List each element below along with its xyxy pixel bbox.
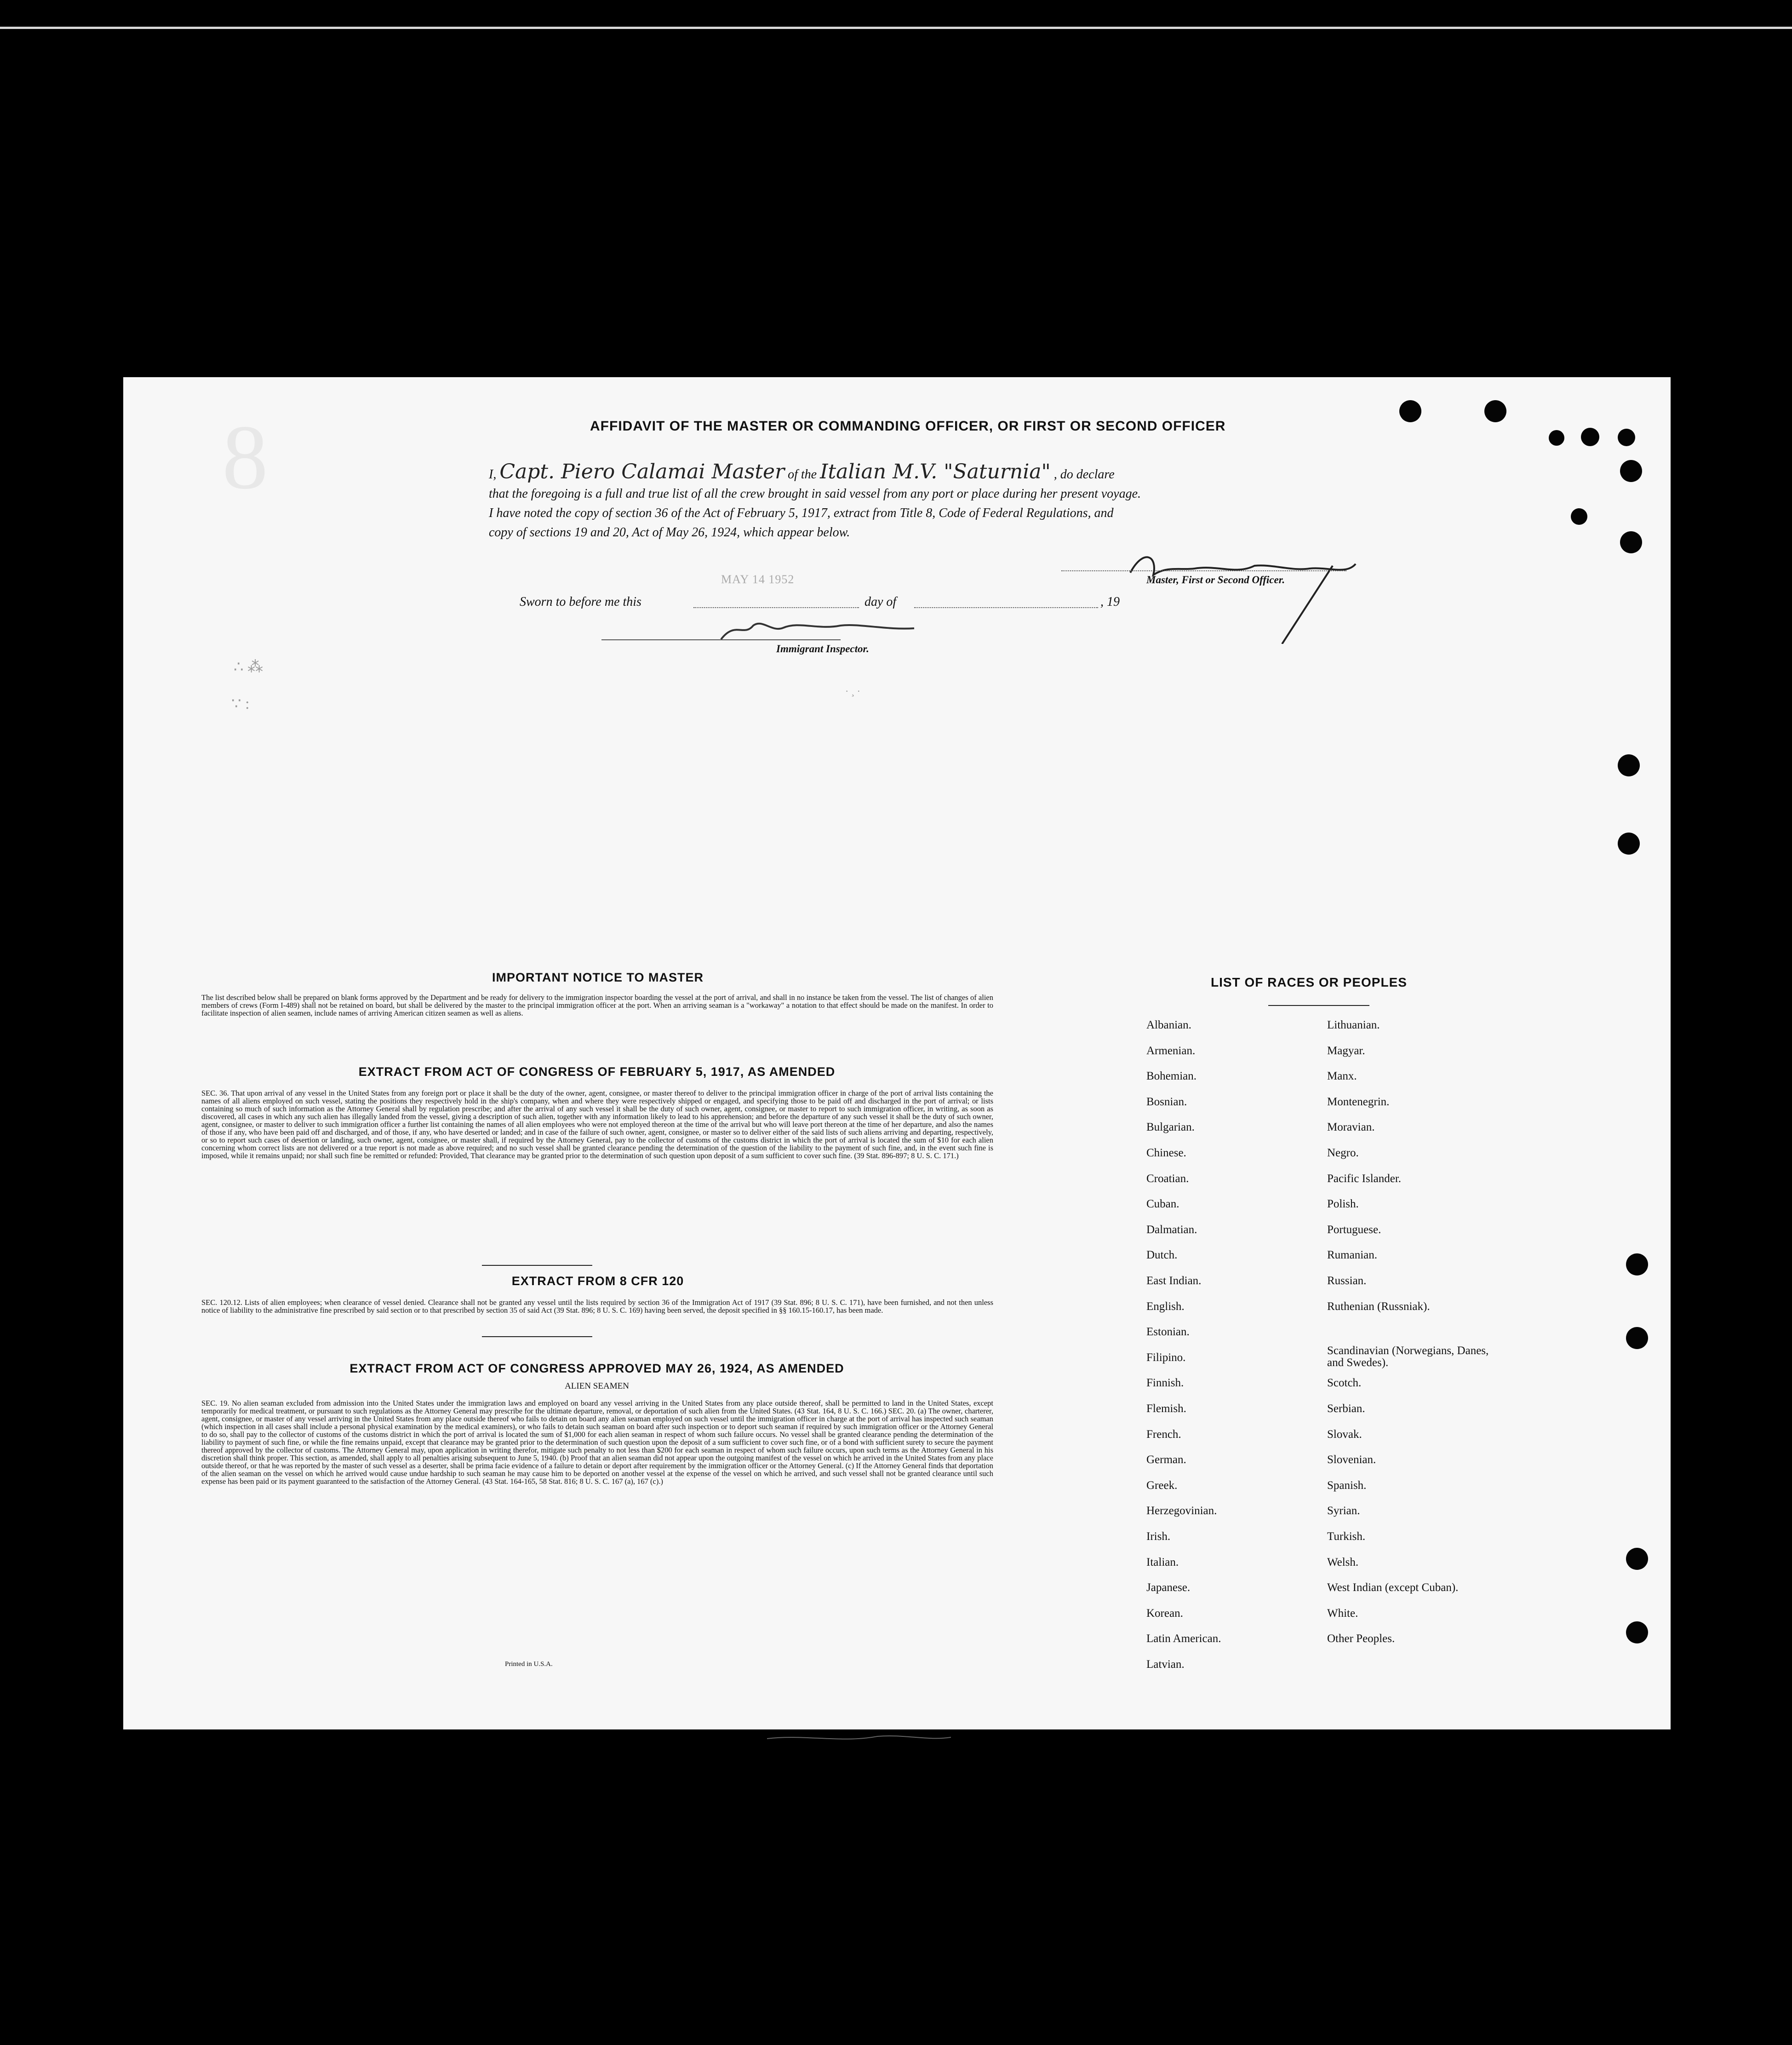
- race-item: Armenian.: [1146, 1044, 1196, 1057]
- sworn-year: , 19: [1100, 595, 1120, 609]
- punch-hole: [1581, 428, 1599, 446]
- punch-hole: [1618, 754, 1640, 776]
- race-item: Magyar.: [1327, 1044, 1365, 1057]
- race-item: Slovak.: [1327, 1428, 1362, 1441]
- section-divider: [482, 1336, 592, 1337]
- punch-hole: [1626, 1253, 1648, 1275]
- extract-cfr-heading: EXTRACT FROM 8 CFR 120: [511, 1274, 684, 1288]
- punch-hole: [1620, 460, 1642, 482]
- race-item: Rumanian.: [1327, 1249, 1378, 1262]
- punch-hole: [1626, 1621, 1648, 1643]
- race-item: Other Peoples.: [1327, 1632, 1395, 1645]
- race-item: Filipino.: [1146, 1351, 1186, 1364]
- race-item: Welsh.: [1327, 1556, 1359, 1568]
- ink-smudge: · ¸ ·: [845, 685, 860, 697]
- declaration-line-4: copy of sections 19 and 20, Act of May 26, 1924, which appear below.: [489, 525, 850, 540]
- race-item: French.: [1146, 1428, 1181, 1441]
- race-item: Latvian.: [1146, 1658, 1185, 1671]
- race-item: Albanian.: [1146, 1019, 1191, 1031]
- notice-heading: IMPORTANT NOTICE TO MASTER: [492, 971, 704, 984]
- scanner-edge-line: [0, 27, 1792, 29]
- extract-1924-heading: EXTRACT FROM ACT OF CONGRESS APPROVED MAY 26, 1924, AS AMENDED: [349, 1361, 844, 1375]
- race-item: Manx.: [1327, 1070, 1357, 1083]
- race-item: Moravian.: [1327, 1121, 1375, 1134]
- race-item: Bohemian.: [1146, 1070, 1197, 1083]
- race-item: Dutch.: [1146, 1249, 1178, 1262]
- race-item: Russian.: [1327, 1275, 1367, 1287]
- punch-hole: [1484, 400, 1506, 422]
- declaration-line-1: [489, 462, 1464, 484]
- race-item: Irish.: [1146, 1530, 1171, 1543]
- faded-stamp-mark: 8: [222, 407, 268, 508]
- race-item: Serbian.: [1327, 1402, 1365, 1415]
- race-item: Pacific Islander.: [1327, 1172, 1402, 1185]
- race-item: Chinese.: [1146, 1147, 1186, 1159]
- race-item: Flemish.: [1146, 1402, 1186, 1415]
- race-item: Dalmatian.: [1146, 1223, 1197, 1236]
- race-item: English.: [1146, 1300, 1185, 1313]
- master-name-handwritten: Capt. Piero Calamai Master: [499, 460, 785, 483]
- master-signature: [1116, 538, 1438, 644]
- sworn-day-of: day of: [865, 595, 897, 609]
- inspector-caption: Immigrant Inspector.: [776, 643, 869, 655]
- race-item: Scotch.: [1327, 1377, 1362, 1390]
- race-item: Korean.: [1146, 1607, 1183, 1620]
- section-divider: [482, 1265, 592, 1266]
- races-heading: LIST OF RACES OR PEOPLES: [1211, 975, 1407, 989]
- race-item: Slovenian.: [1327, 1453, 1376, 1466]
- alien-seamen-subheading: ALIEN SEAMEN: [565, 1381, 629, 1391]
- master-signature-line: [1061, 570, 1346, 571]
- race-item: Lithuanian.: [1327, 1019, 1380, 1031]
- race-item: Greek.: [1146, 1479, 1178, 1492]
- race-item: Polish.: [1327, 1198, 1359, 1211]
- race-item: Portuguese.: [1327, 1223, 1381, 1236]
- extract-1924-body: SEC. 19. No alien seaman excluded from admission into the United States under the immigration laws and employed on board any vessel arriving in the United States from any place outside thereof, shall be permitted to land in the United States, except temporarily for medical treatment, or pursuant to such regulations as the Attorney General may prescribe for the ultimate departure, removal, or deportation of such alien from the United States. (43 Stat. 164, 8 U. S. C. 166.) SEC. 20. (a) The owner, charterer, agent, consignee, or master of any vessel arriving in the United States from any place outside thereof who fails to detain on board any alien seaman employed on such vessel until the immigration officer in charge at the port of arrival has inspected such seaman (which inspection in all cases shall include a personal physical examination by the medical examiners), or who fails to detain such seaman on board after such inspection or to deport such seaman if required by such immigration officer or the Attorney General to do so, shall pay to the collector of customs of the customs district in which the port of arrival is located the sum of $1,000 for each alien seaman in respect of whom such failure occurs. No vessel shall be granted clearance pending the determination of the liability to payment of such fine, or while the fine remains unpaid, except that clearance may be granted prior to the determination of such question upon the deposit of a sum sufficient to cover such fine, or of a bond with sufficient surety to secure the payment thereof approved by the collector of customs. The Attorney General may, upon application in writing therefor, mitigate such penalty to not less than $200 for each seaman in respect of whom such failure occurs, upon such terms as the Attorney General in his discretion shall think proper. This section, as amended, shall apply to all penalties arising subsequent to June 5, 1940. (b) Proof that an alien seaman did not appear upon the outgoing manifest of the vessel on which he arrived in the United States from any place outside thereof, or that he was reported by the master of such vessel as a deserter, shall be prima facie evidence of a failure to detain or deport after requirement by the immigration officer or the Attorney General. (c) If the Attorney General finds that deportation of the alien seaman on the vessel on which he arrived would cause undue hardship to such seaman he may cause him to be deported on another vessel at the expense of the vessel on which he arrived, and such vessel shall not be granted clearance until such expense has been paid or its payment guaranteed to the satisfaction of the Attorney General. (43 Stat. 164-165, 58 Stat. 816; 8 U. S. C. 167 (a), 167 (c).): [201, 1399, 993, 1486]
- declaration-line-2: that the foregoing is a full and true list of all the crew brought in said vessel from any port or place during her present voyage.: [489, 487, 1141, 501]
- sworn-month-line: [914, 607, 1098, 608]
- race-item: Scandinavian (Norwegians, Danes, and Swedes).: [1327, 1344, 1489, 1369]
- punch-hole: [1618, 833, 1640, 855]
- extract-cfr-body: SEC. 120.12. Lists of alien employees; when clearance of vessel denied. Clearance shall not be granted any vessel until the lists required by section 36 of the Immigration Act of 1917 (39 Stat. 896; 8 U. S. C. 171), have been furnished, and not then unless notice of liability to the administrative fine prescribed by said section or to that prescribed by section 35 of said Act (39 Stat. 896; 8 U. S. C. 169) having been served, the deposit specified in §§ 160.15-160.17, has been made.: [201, 1298, 993, 1315]
- extract-1917-heading: EXTRACT FROM ACT OF CONGRESS OF FEBRUARY 5, 1917, AS AMENDED: [358, 1065, 836, 1079]
- punch-hole: [1626, 1548, 1648, 1570]
- punch-hole: [1618, 429, 1635, 446]
- race-item: Finnish.: [1146, 1377, 1184, 1390]
- race-item: Bosnian.: [1146, 1095, 1187, 1108]
- notice-body: The list described below shall be prepared on blank forms approved by the Department and be ready for delivery to the immigration inspector boarding the vessel at the port of arrival, and shall in no instance be taken from the vessel. The list of changes of alien members of crews (Form I-489) shall not be retained on board, but shall be delivered by the master to the principal immigration officer at the port. When an arriving seaman is a "workaway" a notation to that effect should be made on the manifest. In order to facilitate inspection of alien seamen, include names of arriving American citizen seamen as well as aliens.: [201, 993, 993, 1017]
- date-stamp: MAY 14 1952: [721, 573, 795, 586]
- races-heading-rule: [1268, 1005, 1369, 1006]
- declaration-prefix: I,: [489, 467, 497, 482]
- sworn-day-line: [693, 607, 859, 608]
- race-item: Japanese.: [1146, 1581, 1191, 1594]
- race-item: Spanish.: [1327, 1479, 1367, 1492]
- race-item: Bulgarian.: [1146, 1121, 1195, 1134]
- race-item: West Indian (except Cuban).: [1327, 1581, 1459, 1594]
- race-item: German.: [1146, 1453, 1186, 1466]
- declaration-do-declare: , do declare: [1053, 467, 1115, 482]
- race-item: Ruthenian (Russniak).: [1327, 1300, 1430, 1313]
- affidavit-title: AFFIDAVIT OF THE MASTER OR COMMANDING OFFICER, OR FIRST OR SECOND OFFICER: [590, 419, 1226, 434]
- sworn-prefix: Sworn to before me this: [520, 595, 641, 609]
- race-item: Turkish.: [1327, 1530, 1366, 1543]
- ink-smudge: ∵ :: [231, 695, 250, 712]
- punch-hole: [1620, 531, 1642, 553]
- race-item: Negro.: [1327, 1147, 1359, 1159]
- printed-in-usa: Printed in U.S.A.: [505, 1660, 553, 1668]
- race-item: East Indian.: [1146, 1275, 1202, 1287]
- punch-hole: [1571, 508, 1587, 525]
- extract-1917-body: SEC. 36. That upon arrival of any vessel in the United States from any foreign port or place it shall be the duty of the owner, agent, consignee, or master thereof to deliver to the principal immigration officer in charge of the port of arrival lists containing the names of all aliens employed on such vessel, stating the positions they respectively hold in the ship's company, when and where they were respectively shipped or engaged, and specifying those to be paid off and discharged in the port of arrival; or lists containing so much of such information as the Attorney General shall by regulation prescribe; and after the arrival of any such vessel it shall be the duty of such owner, agent, consignee, or master to report to such immigration officer, in writing, as soon as discovered, all cases in which any such alien has illegally landed from the vessel, giving a description of such alien, together with any information likely to lead to his apprehension; and before the departure of any such vessel it shall be the duty of such owner, agent, consignee, or master to deliver to such immigration officer a further list containing the names of all alien employees who were not employed thereon at the time of the arrival but who will leave port thereon at the time of her departure, and also the names of those if any, who have been paid off and discharged, and of those, if any, who have deserted or landed; and in case of the failure of such owner, agent, consignee, or master so to deliver either of the said lists of such aliens arriving and departing, respectively, or so to report such cases of desertion or landing, such owner, agent, consignee, or master shall, if required by the Attorney General, pay to the collector of customs of the customs district in which the port of arrival is located the sum of $10 for each alien concerning whom correct lists are not delivered or a true report is not made as above required; and no such vessel shall be granted clearance pending the determination of the question of the liability to the payment of such fine, and, in the event such fine is imposed, while it remains unpaid; nor shall such fine be remitted or refunded: Provided, That clearance may be granted prior to the determination of such question upon deposit of a sum sufficient to cover such fine. (39 Stat. 896-897; 8 U. S. C. 171.): [201, 1089, 993, 1160]
- race-item: Estonian.: [1146, 1326, 1190, 1338]
- race-item: Croatian.: [1146, 1172, 1189, 1185]
- punch-hole: [1549, 430, 1564, 446]
- declaration-of-the: of the: [788, 467, 817, 482]
- document-page: [123, 377, 1671, 1729]
- race-item: Cuban.: [1146, 1198, 1179, 1211]
- master-signature-caption: Master, First or Second Officer.: [1146, 574, 1285, 586]
- vessel-name-handwritten: Italian M.V. "Saturnia": [820, 460, 1051, 483]
- race-item: Latin American.: [1146, 1632, 1221, 1645]
- punch-hole: [1626, 1327, 1648, 1349]
- inspector-signature-line: [601, 639, 841, 640]
- punch-hole: [1399, 400, 1421, 422]
- race-item: White.: [1327, 1607, 1358, 1620]
- page-edge-scribble: [767, 1732, 951, 1746]
- race-item: Syrian.: [1327, 1505, 1360, 1517]
- race-item: Italian.: [1146, 1556, 1179, 1568]
- ink-smudge: ∴ ⁂: [234, 659, 263, 676]
- race-item: Herzegovinian.: [1146, 1505, 1217, 1517]
- declaration-line-3: I have noted the copy of section 36 of the Act of February 5, 1917, extract from Title 8, Code of Federal Regulations, and: [489, 506, 1114, 520]
- race-item: Montenegrin.: [1327, 1095, 1390, 1108]
